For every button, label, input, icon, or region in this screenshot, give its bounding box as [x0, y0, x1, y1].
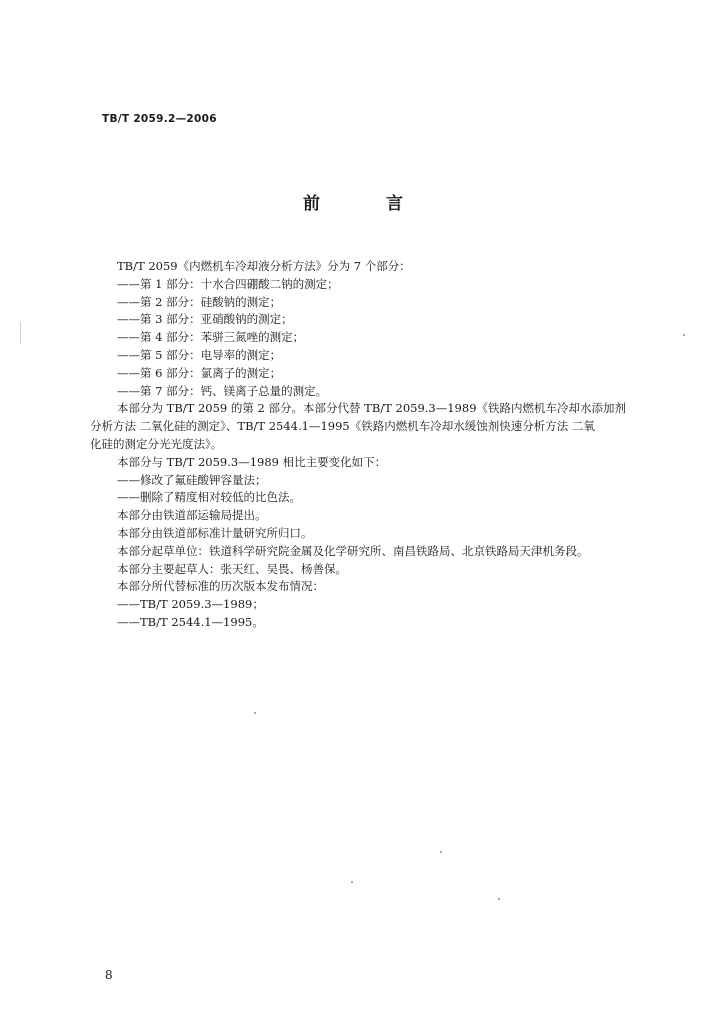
paragraph-line: ——TB/T 2544.1—1995。 — [117, 614, 264, 629]
scan-artifact-speck — [351, 881, 353, 883]
foreword-body — [90, 258, 627, 632]
paragraph-line: 本部分由铁道部运输局提出。 — [117, 508, 267, 523]
scan-artifact-speck — [440, 851, 442, 853]
scan-artifact-speck — [683, 334, 685, 336]
scan-artifact-speck — [498, 898, 500, 900]
paragraph-line: ——删除了精度相对较低的比色法。 — [117, 490, 301, 505]
paragraph-line: 本部分与 TB/T 2059.3—1989 相比主要变化如下： — [117, 454, 387, 469]
paragraph-line: ——TB/T 2059.3—1989； — [117, 597, 264, 612]
paragraph-line: ——第 4 部分：苯骈三氮唑的测定； — [117, 330, 305, 345]
paragraph-line: 分析方法 二氧化硅的测定》、TB/T 2544.1—1995《铁路内燃机车冷却水缓蚀剂快速分析方法 二氧 — [90, 419, 595, 434]
paragraph-line: 本部分起草单位：铁道科学研究院金属及化学研究所、南昌铁路局、北京铁路局天津机务段。 — [117, 543, 589, 558]
paragraph-line: 本部分为 TB/T 2059 的第 2 部分。本部分代替 TB/T 2059.3—1989《铁路内燃机车冷却水添加剂 — [117, 401, 627, 416]
paragraph-line: ——第 6 部分：氯离子的测定； — [117, 365, 282, 380]
paragraph-line: ——第 2 部分：硅酸钠的测定； — [117, 294, 282, 309]
paragraph-line: TB/T 2059《内燃机车冷却液分析方法》分为 7 个部分： — [117, 259, 411, 273]
scan-artifact-speck — [254, 712, 256, 714]
paragraph-line: ——第 1 部分：十水合四硼酸二钠的测定； — [117, 276, 339, 291]
page-title: 前 言 — [303, 194, 433, 214]
scan-artifact-line — [20, 322, 21, 344]
standard-code-header: TB/T 2059.2—2006 — [102, 113, 217, 125]
paragraph-line: 本部分由铁道部标准计量研究所归口。 — [117, 525, 313, 540]
paragraph-line: ——第 3 部分：亚硝酸钠的测定； — [117, 312, 293, 327]
paragraph-line: ——第 5 部分：电导率的测定； — [117, 347, 282, 362]
paragraph-line: 化硅的测定分光光度法》。 — [90, 436, 223, 451]
paragraph-line: ——第 7 部分：钙、镁离子总量的测定。 — [117, 383, 328, 398]
paragraph-line: ——修改了氟硅酸钾容量法； — [117, 472, 267, 487]
paragraph-line: 本部分主要起草人：张天红、吴畏、杨善保。 — [117, 561, 347, 576]
paragraph-line: 本部分所代替标准的历次版本发布情况： — [117, 579, 324, 594]
page-number: 8 — [105, 968, 113, 982]
